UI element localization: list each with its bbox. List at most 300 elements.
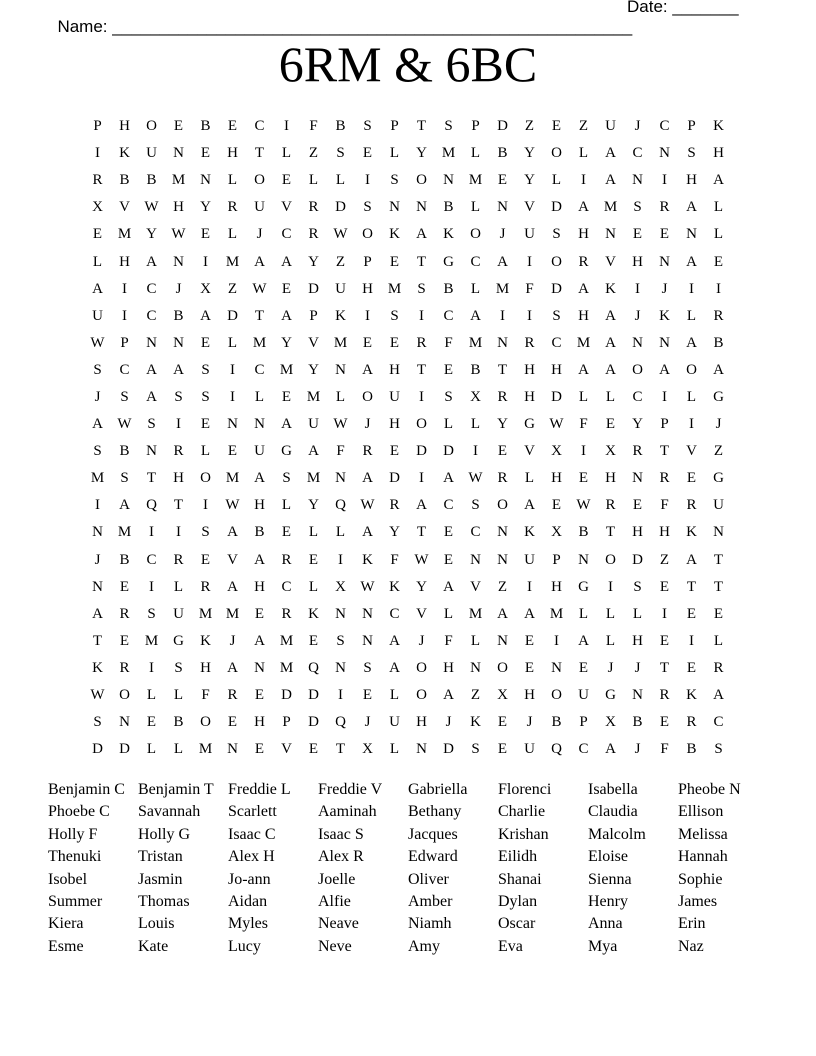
grid-letter[interactable]: R (308, 226, 319, 243)
grid-letter[interactable]: N (146, 443, 157, 460)
grid-letter[interactable]: I (176, 524, 181, 541)
grid-letter[interactable]: R (416, 334, 427, 351)
grid-letter[interactable]: A (254, 551, 265, 568)
grid-letter[interactable]: I (95, 497, 100, 514)
grid-letter[interactable]: I (365, 307, 370, 324)
grid-letter[interactable]: E (389, 253, 400, 270)
grid-letter[interactable]: A (605, 172, 616, 189)
grid-letter[interactable]: T (659, 659, 670, 676)
grid-letter[interactable]: A (605, 307, 616, 324)
grid-letter[interactable]: R (686, 714, 697, 731)
grid-letter[interactable]: L (605, 388, 616, 405)
grid-letter[interactable]: A (227, 524, 238, 541)
grid-letter[interactable]: R (578, 253, 589, 270)
grid-letter[interactable]: P (471, 118, 480, 135)
grid-letter[interactable]: L (308, 172, 319, 189)
grid-letter[interactable]: N (632, 334, 643, 351)
grid-letter[interactable]: U (254, 443, 265, 460)
grid-letter[interactable]: E (605, 416, 616, 433)
grid-letter[interactable]: N (335, 470, 346, 487)
grid-letter[interactable]: J (634, 118, 641, 135)
grid-letter[interactable]: K (119, 145, 130, 162)
grid-letter[interactable]: I (689, 280, 694, 297)
grid-letter[interactable]: R (173, 551, 184, 568)
grid-letter[interactable]: N (659, 145, 670, 162)
grid-letter[interactable]: H (632, 253, 643, 270)
grid-letter[interactable]: O (362, 226, 373, 243)
grid-letter[interactable]: R (524, 334, 535, 351)
grid-letter[interactable]: Z (308, 145, 319, 162)
grid-letter[interactable]: Z (659, 551, 670, 568)
grid-letter[interactable]: I (527, 578, 532, 595)
grid-letter[interactable]: H (632, 524, 643, 541)
grid-letter[interactable]: E (686, 605, 697, 622)
grid-letter[interactable]: O (416, 659, 427, 676)
grid-letter[interactable]: B (470, 361, 481, 378)
grid-letter[interactable]: E (632, 226, 643, 243)
grid-letter[interactable]: N (605, 226, 616, 243)
grid-letter[interactable]: Y (308, 361, 319, 378)
grid-letter[interactable]: X (605, 443, 616, 460)
grid-letter[interactable]: A (362, 361, 373, 378)
grid-letter[interactable]: B (443, 280, 454, 297)
grid-letter[interactable]: B (119, 172, 130, 189)
grid-letter[interactable]: A (686, 199, 697, 216)
grid-letter[interactable]: N (497, 199, 508, 216)
grid-letter[interactable]: B (443, 199, 454, 216)
grid-letter[interactable]: P (363, 253, 372, 270)
grid-letter[interactable]: M (576, 334, 591, 351)
grid-letter[interactable]: K (308, 605, 319, 622)
grid-letter[interactable]: L (551, 172, 562, 189)
grid-letter[interactable]: I (662, 388, 667, 405)
grid-letter[interactable]: L (173, 687, 184, 704)
grid-letter[interactable]: I (581, 172, 586, 189)
grid-letter[interactable]: I (203, 253, 208, 270)
grid-letter[interactable]: I (149, 659, 154, 676)
grid-letter[interactable]: I (473, 443, 478, 460)
grid-letter[interactable]: M (171, 172, 186, 189)
grid-letter[interactable]: N (470, 659, 481, 676)
grid-letter[interactable]: X (335, 578, 346, 595)
grid-letter[interactable]: J (364, 714, 371, 731)
grid-letter[interactable]: I (365, 172, 370, 189)
grid-letter[interactable]: N (416, 199, 427, 216)
grid-letter[interactable]: P (120, 334, 129, 351)
grid-letter[interactable]: Z (227, 280, 238, 297)
grid-letter[interactable]: S (417, 280, 426, 297)
grid-letter[interactable]: F (390, 551, 399, 568)
grid-letter[interactable]: E (281, 388, 292, 405)
grid-letter[interactable]: Z (470, 687, 481, 704)
grid-letter[interactable]: L (389, 145, 400, 162)
grid-letter[interactable]: H (254, 714, 265, 731)
grid-letter[interactable]: E (389, 334, 400, 351)
grid-letter[interactable]: A (389, 659, 400, 676)
grid-letter[interactable]: I (176, 416, 181, 433)
grid-letter[interactable]: E (308, 741, 319, 758)
grid-letter[interactable]: E (497, 443, 508, 460)
grid-letter[interactable]: K (524, 524, 535, 541)
grid-letter[interactable]: H (578, 226, 589, 243)
grid-letter[interactable]: H (119, 118, 130, 135)
grid-letter[interactable]: N (227, 416, 238, 433)
grid-letter[interactable]: A (281, 416, 292, 433)
grid-letter[interactable]: W (333, 226, 348, 243)
grid-letter[interactable]: D (335, 199, 346, 216)
grid-letter[interactable]: E (524, 632, 535, 649)
grid-letter[interactable]: S (93, 714, 102, 731)
grid-letter[interactable]: V (605, 253, 616, 270)
grid-letter[interactable]: V (686, 443, 697, 460)
grid-letter[interactable]: A (254, 253, 265, 270)
grid-letter[interactable]: R (92, 172, 103, 189)
grid-letter[interactable]: C (146, 280, 157, 297)
grid-letter[interactable]: E (686, 659, 697, 676)
grid-letter[interactable]: D (416, 443, 427, 460)
grid-letter[interactable]: J (634, 741, 641, 758)
grid-letter[interactable]: O (551, 687, 562, 704)
grid-letter[interactable]: E (200, 145, 211, 162)
grid-letter[interactable]: L (605, 605, 616, 622)
grid-letter[interactable]: S (390, 307, 399, 324)
grid-letter[interactable]: T (92, 632, 103, 649)
grid-letter[interactable]: S (201, 524, 210, 541)
grid-letter[interactable]: A (92, 605, 103, 622)
grid-letter[interactable]: S (147, 605, 156, 622)
grid-letter[interactable]: N (173, 253, 184, 270)
grid-letter[interactable]: L (389, 687, 400, 704)
grid-letter[interactable]: E (632, 497, 643, 514)
grid-letter[interactable]: F (660, 741, 669, 758)
grid-letter[interactable]: H (686, 172, 697, 189)
grid-letter[interactable]: L (227, 226, 238, 243)
grid-letter[interactable]: D (497, 118, 508, 135)
grid-letter[interactable]: X (92, 199, 103, 216)
grid-letter[interactable]: M (468, 605, 483, 622)
grid-letter[interactable]: H (173, 470, 184, 487)
grid-letter[interactable]: D (551, 388, 562, 405)
grid-letter[interactable]: J (499, 226, 506, 243)
grid-letter[interactable]: C (281, 226, 292, 243)
grid-letter[interactable]: C (254, 118, 265, 135)
grid-letter[interactable]: A (362, 470, 373, 487)
grid-letter[interactable]: I (230, 361, 235, 378)
grid-letter[interactable]: E (362, 145, 373, 162)
grid-letter[interactable]: P (93, 118, 102, 135)
grid-letter[interactable]: R (659, 470, 670, 487)
grid-letter[interactable]: H (200, 659, 211, 676)
grid-letter[interactable]: M (225, 470, 240, 487)
grid-letter[interactable]: V (227, 551, 238, 568)
grid-letter[interactable]: K (443, 226, 454, 243)
grid-letter[interactable]: O (254, 172, 265, 189)
grid-letter[interactable]: T (605, 524, 616, 541)
grid-letter[interactable]: G (443, 253, 454, 270)
grid-letter[interactable]: K (686, 524, 697, 541)
grid-letter[interactable]: N (92, 524, 103, 541)
grid-letter[interactable]: N (173, 334, 184, 351)
grid-letter[interactable]: M (306, 470, 321, 487)
grid-letter[interactable]: Q (335, 714, 346, 731)
grid-letter[interactable]: Z (497, 578, 508, 595)
grid-letter[interactable]: N (335, 659, 346, 676)
grid-letter[interactable]: A (416, 497, 427, 514)
grid-letter[interactable]: L (713, 632, 724, 649)
grid-letter[interactable]: U (578, 687, 589, 704)
grid-letter[interactable]: A (578, 361, 589, 378)
grid-letter[interactable]: T (713, 578, 724, 595)
grid-letter[interactable]: A (389, 632, 400, 649)
grid-letter[interactable]: M (198, 741, 213, 758)
grid-letter[interactable]: H (389, 361, 400, 378)
grid-letter[interactable]: U (389, 714, 400, 731)
grid-letter[interactable]: L (443, 605, 454, 622)
grid-letter[interactable]: C (632, 388, 643, 405)
grid-letter[interactable]: I (500, 307, 505, 324)
grid-letter[interactable]: C (146, 551, 157, 568)
grid-letter[interactable]: R (497, 470, 508, 487)
grid-letter[interactable]: F (309, 118, 318, 135)
grid-letter[interactable]: X (551, 524, 562, 541)
grid-letter[interactable]: Y (389, 524, 400, 541)
grid-letter[interactable]: T (497, 361, 508, 378)
grid-letter[interactable]: E (659, 714, 670, 731)
grid-letter[interactable]: D (443, 443, 454, 460)
grid-letter[interactable]: C (443, 497, 454, 514)
grid-letter[interactable]: S (93, 361, 102, 378)
grid-letter[interactable]: B (119, 443, 130, 460)
grid-letter[interactable]: I (95, 145, 100, 162)
grid-letter[interactable]: D (632, 551, 643, 568)
grid-letter[interactable]: A (659, 361, 670, 378)
grid-letter[interactable]: W (90, 687, 105, 704)
grid-letter[interactable]: R (119, 605, 130, 622)
grid-letter[interactable]: B (173, 714, 184, 731)
grid-letter[interactable]: A (281, 253, 292, 270)
grid-letter[interactable]: E (362, 334, 373, 351)
grid-letter[interactable]: R (713, 659, 724, 676)
grid-letter[interactable]: E (362, 687, 373, 704)
grid-letter[interactable]: W (468, 470, 483, 487)
grid-letter[interactable]: E (524, 659, 535, 676)
grid-letter[interactable]: I (149, 524, 154, 541)
grid-letter[interactable]: P (579, 714, 588, 731)
grid-letter[interactable]: S (633, 578, 642, 595)
grid-letter[interactable]: N (254, 416, 265, 433)
grid-letter[interactable]: I (338, 551, 343, 568)
grid-letter[interactable]: N (362, 632, 373, 649)
grid-letter[interactable]: M (252, 334, 267, 351)
grid-letter[interactable]: R (281, 605, 292, 622)
grid-letter[interactable]: O (200, 470, 211, 487)
grid-letter[interactable]: A (605, 145, 616, 162)
grid-letter[interactable]: O (119, 687, 130, 704)
grid-letter[interactable]: D (119, 741, 130, 758)
grid-letter[interactable]: C (470, 524, 481, 541)
grid-letter[interactable]: E (713, 605, 724, 622)
grid-letter[interactable]: S (93, 443, 102, 460)
grid-letter[interactable]: R (659, 687, 670, 704)
grid-letter[interactable]: A (605, 741, 616, 758)
grid-letter[interactable]: E (254, 741, 265, 758)
grid-letter[interactable]: Y (416, 145, 427, 162)
grid-letter[interactable]: I (662, 172, 667, 189)
grid-letter[interactable]: A (578, 199, 589, 216)
grid-letter[interactable]: O (200, 714, 211, 731)
grid-letter[interactable]: I (419, 470, 424, 487)
grid-letter[interactable]: L (254, 388, 265, 405)
grid-letter[interactable]: N (119, 714, 130, 731)
grid-letter[interactable]: E (497, 741, 508, 758)
grid-letter[interactable]: X (497, 687, 508, 704)
grid-letter[interactable]: F (336, 443, 345, 460)
grid-letter[interactable]: Z (335, 253, 346, 270)
grid-letter[interactable]: J (94, 388, 101, 405)
grid-letter[interactable]: Y (308, 253, 319, 270)
grid-letter[interactable]: N (497, 632, 508, 649)
grid-letter[interactable]: C (146, 307, 157, 324)
grid-letter[interactable]: N (92, 578, 103, 595)
grid-letter[interactable]: K (389, 226, 400, 243)
grid-letter[interactable]: E (389, 443, 400, 460)
grid-letter[interactable]: Y (200, 199, 211, 216)
grid-letter[interactable]: B (119, 551, 130, 568)
grid-letter[interactable]: I (122, 280, 127, 297)
grid-letter[interactable]: S (282, 470, 291, 487)
grid-letter[interactable]: D (551, 199, 562, 216)
grid-letter[interactable]: H (119, 253, 130, 270)
grid-letter[interactable]: Y (524, 172, 535, 189)
grid-letter[interactable]: E (227, 714, 238, 731)
grid-letter[interactable]: J (445, 714, 452, 731)
grid-letter[interactable]: U (524, 551, 535, 568)
grid-letter[interactable]: N (632, 172, 643, 189)
grid-letter[interactable]: J (256, 226, 263, 243)
grid-letter[interactable]: K (362, 551, 373, 568)
grid-letter[interactable]: R (605, 497, 616, 514)
grid-letter[interactable]: Y (308, 497, 319, 514)
grid-letter[interactable]: A (443, 578, 454, 595)
grid-letter[interactable]: J (661, 280, 668, 297)
name-field[interactable]: Name: _______________________________________________________ (57, 17, 633, 36)
grid-letter[interactable]: N (659, 334, 670, 351)
grid-letter[interactable]: N (335, 361, 346, 378)
grid-letter[interactable]: M (117, 524, 132, 541)
grid-letter[interactable]: S (390, 172, 399, 189)
grid-letter[interactable]: E (578, 470, 589, 487)
grid-letter[interactable]: S (444, 388, 453, 405)
grid-letter[interactable]: M (279, 632, 294, 649)
grid-letter[interactable]: F (579, 416, 588, 433)
grid-letter[interactable]: N (497, 551, 508, 568)
grid-letter[interactable]: W (576, 497, 591, 514)
grid-letter[interactable]: U (173, 605, 184, 622)
grid-letter[interactable]: N (470, 551, 481, 568)
grid-letter[interactable]: L (524, 470, 535, 487)
grid-letter[interactable]: A (713, 172, 724, 189)
grid-letter[interactable]: W (414, 551, 429, 568)
grid-letter[interactable]: T (335, 741, 346, 758)
grid-letter[interactable]: L (227, 172, 238, 189)
grid-letter[interactable]: F (201, 687, 210, 704)
grid-letter[interactable]: N (173, 145, 184, 162)
grid-letter[interactable]: B (551, 714, 562, 731)
grid-letter[interactable]: L (173, 741, 184, 758)
grid-letter[interactable]: B (200, 118, 211, 135)
grid-letter[interactable]: I (419, 307, 424, 324)
grid-letter[interactable]: L (470, 145, 481, 162)
grid-letter[interactable]: A (497, 253, 508, 270)
grid-letter[interactable]: R (308, 199, 319, 216)
grid-letter[interactable]: U (524, 741, 535, 758)
grid-letter[interactable]: U (605, 118, 616, 135)
grid-letter[interactable]: R (281, 551, 292, 568)
grid-letter[interactable]: C (578, 741, 589, 758)
grid-letter[interactable]: A (119, 497, 130, 514)
grid-letter[interactable]: V (416, 605, 427, 622)
grid-letter[interactable]: O (416, 687, 427, 704)
grid-letter[interactable]: C (443, 307, 454, 324)
grid-letter[interactable]: A (254, 470, 265, 487)
grid-letter[interactable]: I (284, 118, 289, 135)
grid-letter[interactable]: Y (146, 226, 157, 243)
grid-letter[interactable]: I (635, 280, 640, 297)
grid-letter[interactable]: L (146, 741, 157, 758)
grid-letter[interactable]: H (524, 687, 535, 704)
grid-letter[interactable]: M (198, 605, 213, 622)
grid-letter[interactable]: L (470, 199, 481, 216)
grid-letter[interactable]: L (470, 416, 481, 433)
grid-letter[interactable]: L (713, 226, 724, 243)
grid-letter[interactable]: V (281, 741, 292, 758)
grid-letter[interactable]: X (362, 741, 373, 758)
grid-letter[interactable]: N (389, 199, 400, 216)
grid-letter[interactable]: H (578, 307, 589, 324)
grid-letter[interactable]: H (551, 578, 562, 595)
grid-letter[interactable]: T (416, 253, 427, 270)
grid-letter[interactable]: D (308, 280, 319, 297)
grid-letter[interactable]: W (252, 280, 267, 297)
grid-letter[interactable]: X (470, 388, 481, 405)
grid-letter[interactable]: J (634, 307, 641, 324)
grid-letter[interactable]: W (90, 334, 105, 351)
grid-letter[interactable]: E (659, 578, 670, 595)
grid-letter[interactable]: V (119, 199, 130, 216)
grid-letter[interactable]: Q (335, 497, 346, 514)
grid-letter[interactable]: T (146, 470, 157, 487)
grid-letter[interactable]: A (227, 659, 238, 676)
grid-letter[interactable]: S (120, 470, 129, 487)
grid-letter[interactable]: L (227, 334, 238, 351)
grid-letter[interactable]: S (444, 118, 453, 135)
grid-letter[interactable]: N (416, 741, 427, 758)
grid-letter[interactable]: E (551, 497, 562, 514)
grid-letter[interactable]: A (524, 605, 535, 622)
grid-letter[interactable]: F (444, 334, 453, 351)
grid-letter[interactable]: I (662, 605, 667, 622)
grid-letter[interactable]: L (443, 416, 454, 433)
grid-letter[interactable]: L (308, 578, 319, 595)
grid-letter[interactable]: N (227, 741, 238, 758)
grid-letter[interactable]: G (713, 388, 724, 405)
grid-letter[interactable]: O (146, 118, 157, 135)
grid-letter[interactable]: H (713, 145, 724, 162)
grid-letter[interactable]: L (605, 632, 616, 649)
grid-letter[interactable]: R (119, 659, 130, 676)
grid-letter[interactable]: A (578, 280, 589, 297)
grid-letter[interactable]: N (632, 687, 643, 704)
